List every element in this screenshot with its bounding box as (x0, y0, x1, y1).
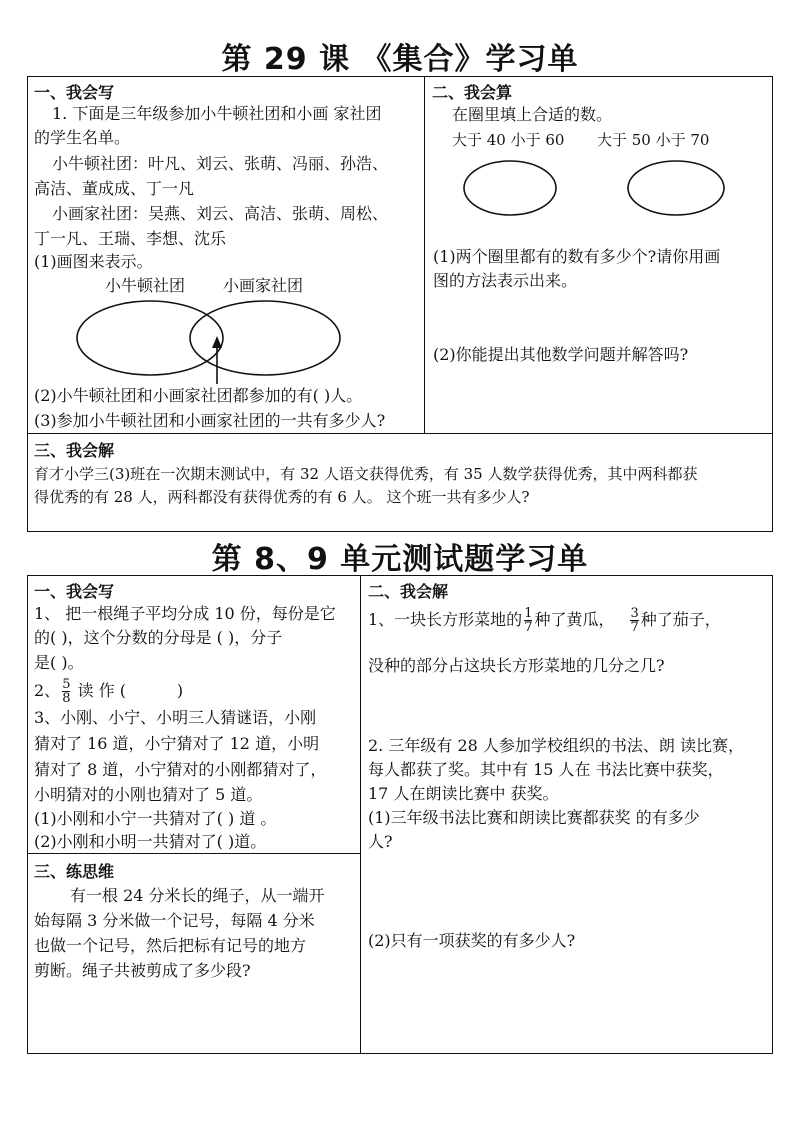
sheet2-s1-q2 (34, 674, 183, 708)
sheet1-s1-q2: (2)小牛顿社团和小画家社团都参加的有( )人。 (34, 386, 363, 405)
sheet2-s1-q2-prefix: 2、 (34, 681, 61, 700)
sheet2-s1-q3-line-2: 猜对了 16 道，小宁猜对了 12 道，小明 (34, 734, 320, 753)
sheet2-s2-q1-line1 (368, 598, 721, 642)
circle-50-70 (628, 161, 724, 215)
sheet2-s1-q2-suffix: 读 作 ( ) (72, 681, 184, 700)
venn-circle-right (190, 301, 340, 375)
venn-circle-left (77, 301, 223, 375)
sheet1-s1-line-2: 的学生名单。 (34, 128, 131, 147)
number-circles (460, 158, 740, 220)
sheet1-s2-q1-line2: 图的方法表示出来。 (433, 271, 578, 290)
sheet2-s1-q3-line-5: (1)小刚和小宁一共猜对了( ) 道 。 (34, 809, 277, 828)
venn-label-right: 小画家社团 (223, 276, 304, 295)
sheet1-s2-label-a: 大于 40 小于 60 (452, 131, 565, 149)
venn-diagram (70, 296, 370, 386)
sheet2-s1-line-1: 1、 把一根绳子平均分成 10 份，每份是它 (34, 604, 336, 623)
sheet1-s3-line2: 得优秀的有 28 人，两科都没有获得优秀的有 6 人。 这个班一共有多少人? (34, 488, 530, 506)
venn-label-left: 小牛顿社团 (105, 276, 186, 295)
fraction-denominator: 7 (524, 620, 533, 635)
sheet1-s2-q1-line1: (1)两个圈里都有的数有多少个?请你用画 (433, 247, 721, 266)
sheet2-s2-q1-line2: 没种的部分占这块长方形菜地的几分之几? (368, 656, 665, 675)
sheet2-s2-q2-2: (2)只有一项获奖的有多少人? (368, 931, 576, 950)
sheet2-s1-line-3: 是( )。 (34, 653, 84, 672)
circle-40-60 (464, 161, 556, 215)
sheet2-s2-q2-line-4: (1)三年级书法比赛和朗读比赛都获奖 的有多少 (368, 808, 700, 827)
sheet2-s2-q2-line-5: 人? (368, 832, 393, 851)
sheet2-s3-line-1: 有一根 24 分米长的绳子，从一端开 (70, 886, 325, 905)
sheet1-title: 第 29 课 《集合》学习单 (221, 42, 579, 77)
sheet1-s1-q3: (3)参加小牛顿社团和小画家社团的一共有多少人? (34, 411, 386, 430)
sheet2-s2-q2-line-2: 每人都获了奖。其中有 15 人在 书法比赛中获奖， (368, 760, 724, 779)
sheet2-s2-q2-line-1: 2. 三年级有 28 人参加学校组织的书法、朗 读比赛， (368, 736, 744, 755)
sheet2-section2-heading: 二、我会解 (368, 582, 449, 601)
sheet1-section2-heading: 二、我会算 (432, 83, 513, 102)
sheet2-s2-q1-b: 种了黄瓜， (534, 610, 615, 629)
fraction-3-7 (630, 607, 638, 634)
sheet2-s2-q1-a: 1、一块长方形菜地的 (368, 610, 523, 629)
fraction-numerator: 1 (524, 606, 533, 621)
fraction-1-7 (524, 607, 532, 634)
sheet2-s1-q3-line-1: 3、小刚、小宁、小明三人猜谜语，小刚 (34, 708, 317, 727)
sheet2-divider-vertical (360, 575, 361, 1054)
sheet2-s2-q1-c: 种了茄子， (640, 610, 721, 629)
fraction-numerator: 5 (62, 677, 71, 692)
sheet1-divider-vertical (424, 76, 425, 433)
sheet2-s2-q2-line-3: 17 人在朗读比赛中 获奖。 (368, 784, 559, 803)
sheet1-s1-line-4: 高洁、董成成、丁一凡 (34, 179, 195, 198)
sheet1-divider-horizontal (27, 433, 773, 434)
sheet2-s1-line-2: 的( )，这个分数的分母是 ( )，分子 (34, 628, 283, 647)
sheet1-s2-q2: (2)你能提出其他数学问题并解答吗? (433, 345, 689, 364)
sheet2-s3-line-3: 也做一个记号，然后把标有记号的地方 (34, 936, 307, 955)
fraction-denominator: 7 (630, 620, 639, 635)
sheet1-s1-line-6: 丁一凡、王瑞、李想、沈乐 (34, 229, 227, 248)
sheet2-s1-q3-line-6: (2)小刚和小明一共猜对了( )道。 (34, 832, 267, 851)
fraction-numerator: 3 (630, 606, 639, 621)
sheet2-s3-line-4: 剪断。绳子共被剪成了多少段? (34, 961, 251, 980)
sheet1-s2-label-b: 大于 50 小于 70 (597, 131, 710, 149)
fraction-denominator: 8 (62, 691, 71, 706)
sheet1-s1-line-3: 小牛顿社团：叶凡、刘云、张萌、冯丽、孙浩、 (52, 154, 389, 173)
sheet1-section3-heading: 三、我会解 (34, 441, 115, 460)
sheet2-section3-heading: 三、练思维 (34, 862, 115, 881)
sheet2-s1-q3-line-3: 猜对了 8 道，小宁猜对的小刚都猜对了， (34, 760, 327, 779)
fraction-5-8 (62, 678, 70, 705)
sheet2-s3-line-2: 始每隔 3 分米做一个记号，每隔 4 分米 (34, 911, 315, 930)
sheet1-s1-line-5: 小画家社团：吴燕、刘云、高洁、张萌、周松、 (52, 204, 389, 223)
sheet1-s1-line-7: (1)画图来表示。 (34, 252, 153, 271)
venn-arrowhead (212, 336, 222, 348)
sheet1-s1-line-1: 1. 下面是三年级参加小牛顿社团和小画 家社团 (52, 104, 382, 123)
sheet2-section1-heading: 一、我会写 (34, 582, 115, 601)
sheet1-section1-heading: 一、我会写 (34, 83, 115, 102)
sheet2-s1-q3-line-4: 小明猜对的小刚也猜对了 5 道。 (34, 785, 263, 804)
sheet1-s3-line1: 育才小学三(3)班在一次期末测试中，有 32 人语文获得优秀，有 35 人数学获得优秀，其中两科都获 (34, 465, 698, 483)
sheet2-title: 第 8、9 单元测试题学习单 (211, 542, 589, 577)
sheet1-s2-intro: 在圈里填上合适的数。 (452, 105, 613, 124)
